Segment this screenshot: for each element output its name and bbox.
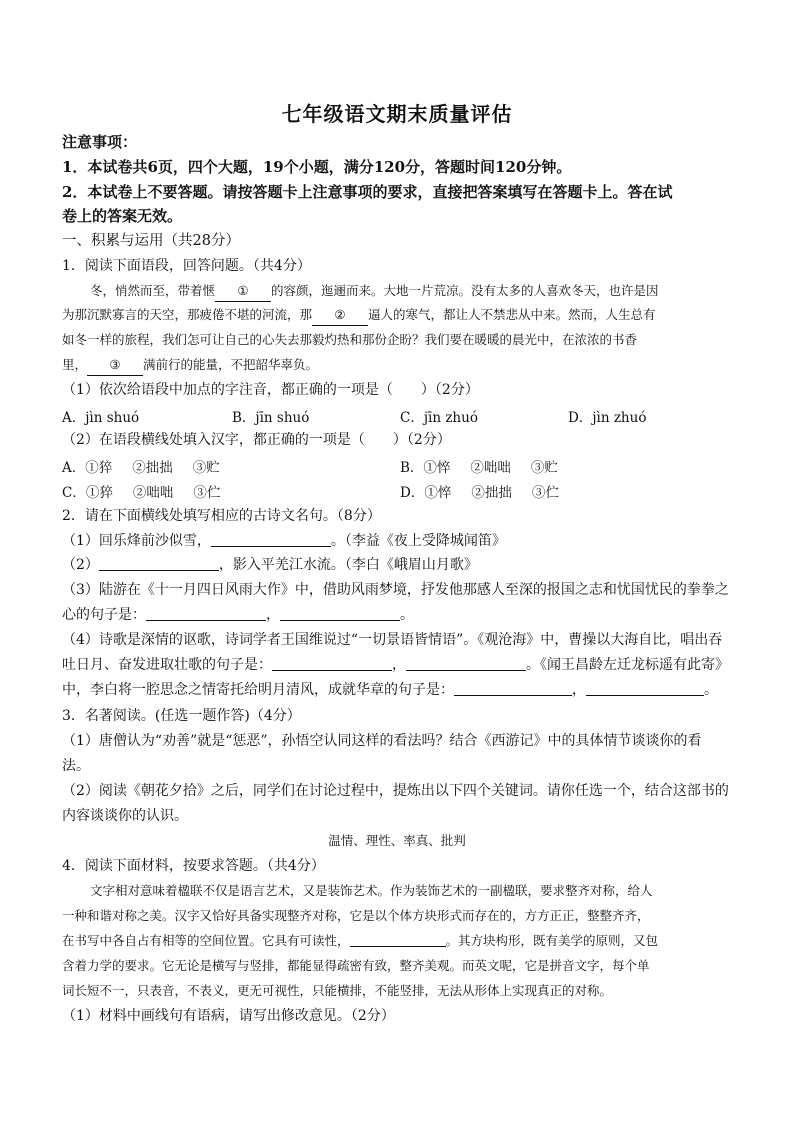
q2-line-4b: 吐日月、奋发进取壮歌的句子是： ， 。《闻王昌龄左迁龙标遥有此寄》 [62, 657, 729, 673]
section-1-heading: 一、积累与运用（共28分） [62, 233, 240, 249]
q3-stem: 3．名著阅读。(任选一题作答)（4分） [62, 708, 301, 724]
notice-heading: 注意事项： [62, 133, 138, 151]
q2-line-4: （4）诗歌是深情的讴歌，诗词学者王国维说过“一切景语皆情语”。《观沧海》中，曹操以大海自比，唱出吞 [62, 632, 723, 648]
q2-line-2: （2） ，影入平羌江水流。（李白《峨眉山月歌》 [62, 557, 478, 573]
q2-line-4c: 中，李白将一腔思念之情寄托给明月清风，成就华章的句子是： ， 。 [62, 682, 718, 698]
answer-blank[interactable] [350, 932, 446, 947]
q3-option-2a: （2）阅读《朝花夕拾》之后，同学们在讨论过程中，提炼出以下四个关键词。请你任选一个，结合这部书的 [62, 783, 729, 799]
q1-sub2-option-c[interactable]: C．①猝 ②咄咄 ③伫 [62, 485, 221, 501]
q2-line-3b: 心的句子是： ， 。 [62, 607, 414, 623]
blank-3: ③ [87, 355, 143, 376]
q1-sub1-option-d[interactable]: D．jìn zhuó [568, 410, 647, 426]
q3-option-1a: （1）唐僧认为“劝善”就是“惩恶”，孙悟空认同这样的看法吗？结合《西游记》中的具体情节谈谈你的看 [62, 733, 702, 749]
q2-stem: 2．请在下面横线处填写相应的古诗文名句。（8分） [62, 508, 381, 524]
q1-passage-line-3: 如冬一样的旅程，我们怎可让自己的心失去那毅灼热和那份企盼？我们要在暖暖的晨光中，在浓浓的书香 [62, 332, 638, 347]
notice-item-1: 1．本试卷共6页，四个大题，19个小题，满分120分，答题时间120分钟。 [62, 158, 572, 176]
q3-option-2b: 内容谈谈你的认识。 [62, 808, 188, 824]
q1-passage-line-1: 冬，悄然而至，带着惬 ① 的容颜，迤逦而来。大地一片荒凉。没有太多的人喜欢冬天，也许是因 [62, 281, 770, 302]
q3-option-1b: 法。 [62, 758, 90, 774]
answer-blank[interactable] [454, 681, 572, 696]
q1-sub2: （2）在语段横线处填入汉字，都正确的一项是（ ）（2分） [62, 432, 451, 448]
q1-passage-line-2: 为那沉默寡言的天空，那疲倦不堪的河流，那 ② 逼人的寒气，都让人不禁悲从中来。然而，人生总有 [62, 305, 742, 326]
q4-material-line-3: 在书写中各自占有相等的空间位置。它具有可读性， 。其方块构形，既有美学的原则，又包 [62, 933, 659, 948]
q4-sub1: （1）材料中画线句有语病，请写出修改意见。（2分） [62, 1008, 395, 1024]
answer-blank[interactable] [211, 532, 331, 547]
answer-blank[interactable] [586, 681, 704, 696]
answer-blank[interactable] [146, 606, 266, 621]
q4-stem: 4．阅读下面材料，按要求答题。（共4分） [62, 858, 325, 874]
q1-sub1-option-c[interactable]: C．jīn zhuó [400, 410, 478, 426]
q1-sub2-option-b[interactable]: B．①悴 ②咄咄 ③贮 [400, 460, 558, 476]
q4-material-line-1: 文字相对意味着楹联不仅是语言艺术，又是装饰艺术。作为装饰艺术的一副楹联，要求整齐对称，给人 [90, 883, 653, 898]
answer-blank[interactable] [99, 556, 219, 571]
q2-line-1: （1）回乐烽前沙似雪， 。（李益《夜上受降城闻笛》 [62, 533, 506, 549]
q4-material-line-4: 含着力学的要求。它无论是横写与竖排，都能显得疏密有致，整齐美观。而英文呢，它是拼音文字，每个单 [62, 958, 650, 973]
q1-passage-line-4: 里， ③ 满前行的能量，不把韶华辜负。 [62, 355, 742, 376]
page-title: 七年级语文期末质量评估 [281, 102, 513, 126]
q1-sub1: （1）依次给语段中加点的字注音，都正确的一项是（ ）（2分） [62, 382, 479, 398]
q1-sub2-option-a[interactable]: A．①猝 ②拙拙 ③贮 [62, 460, 220, 476]
answer-blank[interactable] [272, 656, 392, 671]
notice-item-2a: 2．本试卷上不要答题。请按答题卡上注意事项的要求，直接把答案填写在答题卡上。答在试 [62, 183, 673, 201]
blank-1: ① [215, 281, 271, 302]
q4-material-line-5: 词长短不一，只表音，不表义，更无可视性，只能横排，不能竖排，无法从形体上实现真正的对称。 [62, 983, 613, 998]
q1-sub2-option-d[interactable]: D．①悴 ②拙拙 ③伫 [400, 485, 559, 501]
q1-stem: 1．阅读下面语段，回答问题。（共4分） [62, 258, 311, 274]
q3-keywords: 温情、理性、率真、批判 [328, 833, 466, 848]
q4-material-line-2: 一种和谐对称之美。汉字又恰好具备实现整齐对称，它是以个体方块形式而存在的，方方正正，整整齐齐， [62, 908, 650, 923]
q1-sub1-option-a[interactable]: A．jìn shuó [62, 410, 140, 426]
answer-blank[interactable] [406, 656, 526, 671]
notice-item-2b: 卷上的答案无效。 [62, 207, 183, 225]
q2-line-3: （3）陆游在《十一月四日风雨大作》中，借助风雨梦境，抒发他那感人至深的报国之志和忧国忧民的拳拳之 [62, 582, 729, 598]
answer-blank[interactable] [280, 606, 400, 621]
q1-sub1-option-b[interactable]: B．jīn shuó [232, 410, 310, 426]
blank-2: ② [312, 305, 368, 326]
